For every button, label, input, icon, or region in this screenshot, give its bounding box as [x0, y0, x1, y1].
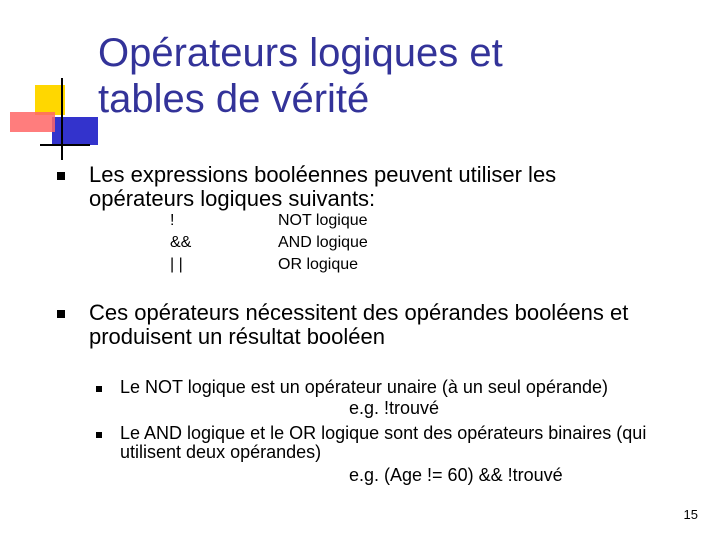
operator-meaning: OR logique: [278, 256, 359, 273]
operator-symbol: | |: [170, 256, 183, 273]
sub-bullet-square-icon: [96, 386, 102, 392]
operator-meaning: AND logique: [278, 234, 368, 251]
bullet-square-icon: [57, 172, 65, 180]
sub-bullet-1-line-1: Le NOT logique est un opérateur unaire (à un seul opérande): [120, 377, 608, 397]
sub-bullet-square-icon: [96, 432, 102, 438]
operator-meaning: NOT logique: [278, 212, 368, 229]
sub-bullet-1-example: e.g. !trouvé: [349, 398, 440, 418]
bullet-2-line-2: produisent un résultat booléen: [89, 324, 385, 349]
bullet-square-icon: [57, 310, 65, 318]
sub-bullet-2-example: e.g. (Age != 60) && !trouvé: [349, 465, 563, 485]
slide-title: [98, 30, 698, 122]
sub-bullet-2-line-1: Le AND logique et le OR logique sont des opérateurs binaires (qui: [120, 423, 647, 443]
bullet-1-text: [89, 163, 556, 211]
sub-bullet-2-line-2: utilisent deux opérandes): [120, 442, 322, 462]
title-line-1: Opérateurs logiques et: [98, 31, 503, 75]
bullet-1-line-2: opérateurs logiques suivants:: [89, 186, 376, 211]
bullet-2-line-1: Ces opérateurs nécessitent des opérandes booléens et: [89, 300, 629, 325]
slide-logo: [0, 0, 100, 170]
operator-symbol: !: [170, 212, 175, 229]
title-line-2: tables de vérité: [98, 77, 370, 121]
page-number: 15: [683, 507, 698, 522]
bullet-2-text: [89, 301, 628, 349]
operator-symbol: &&: [170, 234, 192, 251]
logo-blue-square: [52, 117, 98, 145]
bullet-1-line-1: Les expressions booléennes peuvent utiliser les: [89, 162, 557, 187]
logo-yellow-square: [35, 85, 65, 115]
logo-red-square: [10, 112, 55, 132]
